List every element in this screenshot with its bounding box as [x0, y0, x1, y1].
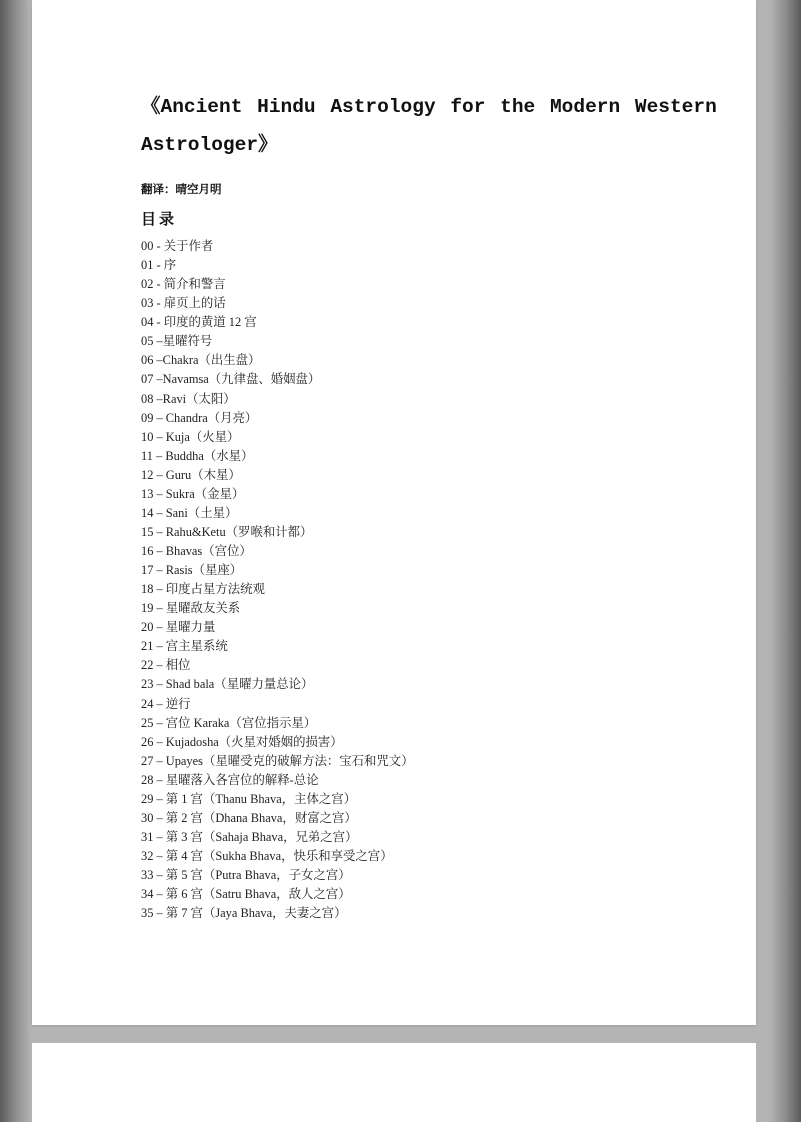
toc-item: 17 – Rasis（星座） [141, 563, 243, 578]
toc-item: 24 – 逆行 [141, 696, 191, 711]
next-document-page [32, 1043, 756, 1122]
toc-item: 27 – Upayes（星曜受克的破解方法：宝石和咒文） [141, 753, 414, 768]
toc-item: 04 - 印度的黄道 12 宫 [141, 315, 257, 330]
toc-item: 34 – 第 6 宫（Satru Bhava，敌人之宫） [141, 887, 351, 902]
document-title: 《Ancient Hindu Astrology for the Modern Western Astrologer》 [141, 96, 717, 156]
toc-item: 12 – Guru（木星） [141, 467, 241, 482]
toc-item: 33 – 第 5 宫（Putra Bhava，子女之宫） [141, 868, 351, 883]
translator-credit: 翻译：晴空月明 [141, 182, 222, 196]
table-of-contents [141, 237, 414, 923]
toc-item: 05 –星曜符号 [141, 334, 213, 349]
toc-item: 31 – 第 3 宫（Sahaja Bhava，兄弟之宫） [141, 829, 358, 844]
toc-item: 06 –Chakra（出生盘） [141, 353, 261, 368]
document-page [32, 0, 756, 1025]
toc-item: 15 – Rahu&Ketu（罗喉和计都） [141, 524, 313, 539]
toc-item: 02 - 简介和警言 [141, 277, 226, 292]
toc-item: 35 – 第 7 宫（Jaya Bhava，夫妻之宫） [141, 906, 347, 921]
toc-item: 13 – Sukra（金星） [141, 486, 245, 501]
toc-item: 23 – Shad bala（星曜力量总论） [141, 677, 314, 692]
toc-item: 11 – Buddha（水星） [141, 448, 254, 463]
toc-item: 09 – Chandra（月亮） [141, 410, 258, 425]
toc-item: 10 – Kuja（火星） [141, 429, 240, 444]
toc-item: 32 – 第 4 宫（Sukha Bhava，快乐和享受之宫） [141, 849, 393, 863]
toc-item: 29 – 第 1 宫（Thanu Bhava，主体之宫） [141, 791, 357, 806]
toc-item: 30 – 第 2 宫（Dhana Bhava，财富之宫） [141, 810, 357, 825]
toc-item: 22 – 相位 [141, 658, 191, 673]
toc-item: 08 –Ravi（太阳） [141, 391, 236, 406]
toc-item: 14 – Sani（土星） [141, 505, 238, 520]
toc-item: 21 – 宫主星系统 [141, 639, 228, 654]
toc-heading: 目录 [141, 210, 178, 228]
toc-item: 00 - 关于作者 [141, 239, 214, 253]
toc-item: 18 – 印度占星方法统观 [141, 582, 265, 597]
toc-item: 03 - 扉页上的话 [141, 296, 226, 311]
toc-item: 01 - 序 [141, 258, 177, 273]
toc-item: 19 – 星曜敌友关系 [141, 601, 241, 616]
toc-item: 26 – Kujadosha（火星对婚姻的损害） [141, 734, 343, 749]
toc-item: 07 –Navamsa（九律盘、婚姻盘） [141, 372, 321, 387]
toc-item: 25 – 宫位 Karaka（宫位指示星） [141, 715, 317, 730]
toc-item: 20 – 星曜力量 [141, 620, 216, 635]
toc-item: 16 – Bhavas（宫位） [141, 544, 252, 558]
toc-item: 28 – 星曜落入各宫位的解释-总论 [141, 772, 319, 787]
